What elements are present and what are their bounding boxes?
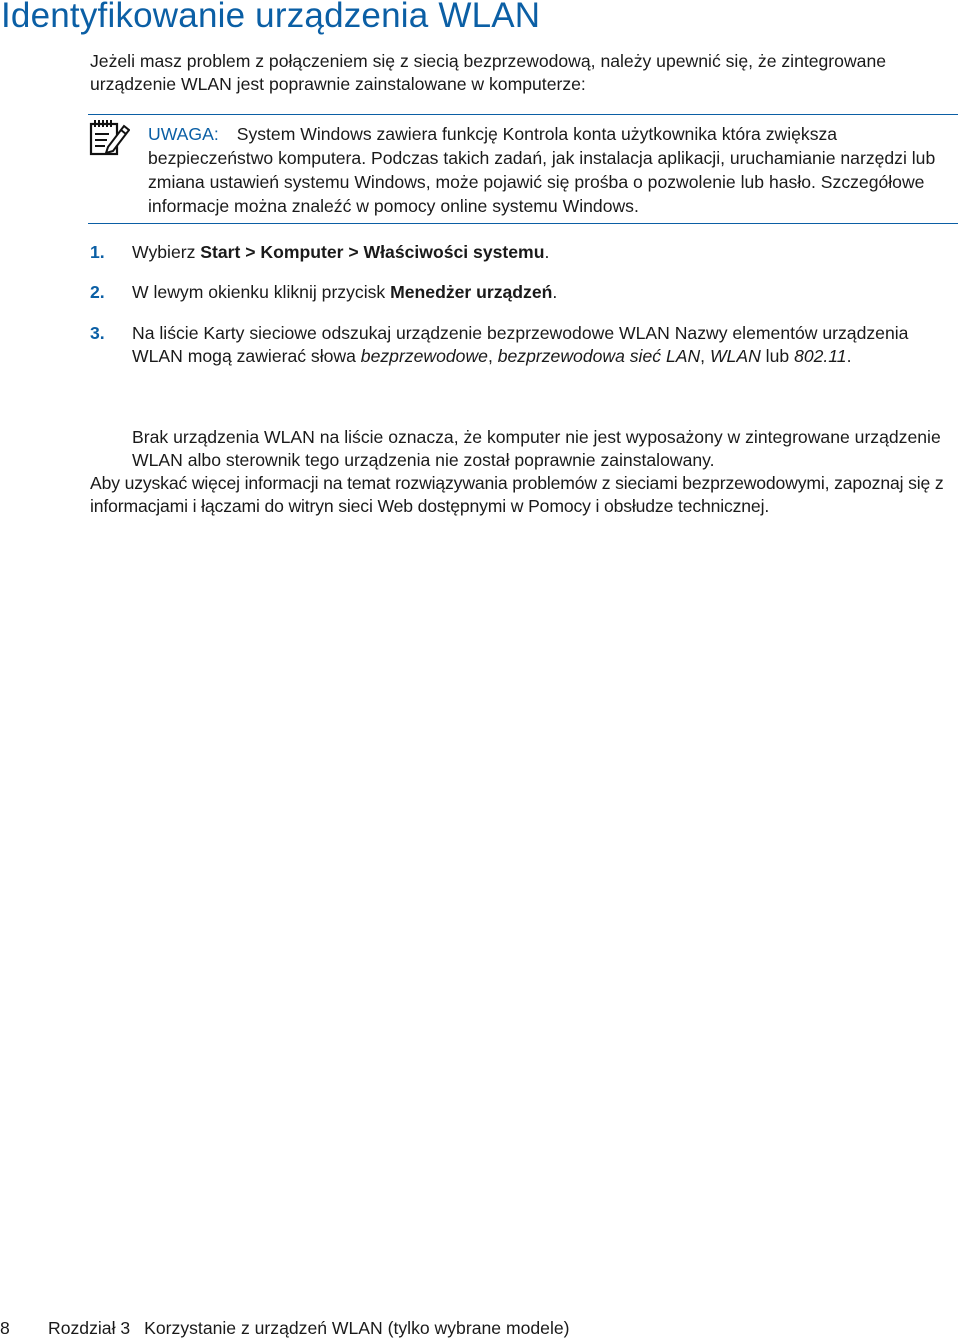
step-text: Wybierz bbox=[132, 242, 201, 262]
term-italic: bezprzewodowe bbox=[360, 346, 488, 366]
step-button-name: Menedżer urządzeń bbox=[390, 282, 553, 302]
step-number: 1. bbox=[90, 242, 105, 262]
step-punctuation: . bbox=[846, 346, 852, 366]
step-3 bbox=[90, 322, 960, 368]
step-punctuation: . bbox=[552, 282, 558, 302]
step-menu-path: Start > Komputer > Właściwości systemu bbox=[200, 242, 545, 262]
note-label: UWAGA: bbox=[148, 124, 219, 144]
note-pad-pencil-icon bbox=[88, 117, 130, 159]
intro-paragraph: Jeżeli masz problem z połączeniem się z siecią bezprzewodową, należy upewnić się, że zintegrowane urządzenie WLAN jest poprawnie zainstalowane w komputerze: bbox=[90, 51, 887, 94]
chapter-title: Korzystanie z urządzeń WLAN (tylko wybrane modele) bbox=[144, 1318, 570, 1338]
separator: , bbox=[700, 346, 710, 366]
note-box bbox=[88, 114, 958, 224]
note-text: System Windows zawiera funkcję Kontrola konta użytkownika która zwiększa bezpieczeństwo komputera. Podczas takich zadań, jak instalacja aplikacji, uruchamianie narzędzi lub zmiana ustawień systemu Windows, może pojawić się prośba o pozwolenie lub hasło. Szczegółowe informacje można znaleźć w pomocy online systemu Windows. bbox=[148, 124, 936, 216]
page-footer bbox=[0, 1318, 570, 1339]
page-number: 8 bbox=[0, 1318, 10, 1338]
separator: , bbox=[487, 346, 498, 366]
step-number: 2. bbox=[90, 282, 105, 302]
step-text: W lewym okienku kliknij przycisk bbox=[132, 282, 391, 302]
term-italic: bezprzewodowa sieć LAN bbox=[497, 346, 701, 366]
chapter-label: Rozdział 3 bbox=[48, 1318, 131, 1338]
separator: lub bbox=[760, 346, 795, 366]
step-punctuation: . bbox=[544, 242, 550, 262]
step-1 bbox=[90, 241, 960, 264]
closing-paragraph: Aby uzyskać więcej informacji na temat rozwiązywania problemów z sieciami bezprzewodowymi, zapoznaj się z informacjami i łączami do witryn sieci Web dostępnymi w Pomocy i obsłudze technicznej. bbox=[90, 473, 944, 516]
note-text-block bbox=[148, 122, 954, 218]
step-2 bbox=[90, 281, 960, 304]
term-italic: 802.11 bbox=[794, 346, 847, 366]
step-3-note: Brak urządzenia WLAN na liście oznacza, że komputer nie jest wyposażony w zintegrowane urządzenie WLAN albo sterownik tego urządzenia nie został poprawnie zainstalowany. bbox=[132, 426, 941, 470]
term-italic: WLAN bbox=[709, 346, 761, 366]
page-title: Identyfikowanie urządzenia WLAN bbox=[1, 0, 541, 35]
step-text: Na liście Karty sieciowe odszukaj urządzenie bezprzewodowe WLAN Nazwy elementów urządzenia WLAN mogą zawierać słowa bbox=[132, 323, 909, 366]
step-number: 3. bbox=[90, 323, 105, 343]
